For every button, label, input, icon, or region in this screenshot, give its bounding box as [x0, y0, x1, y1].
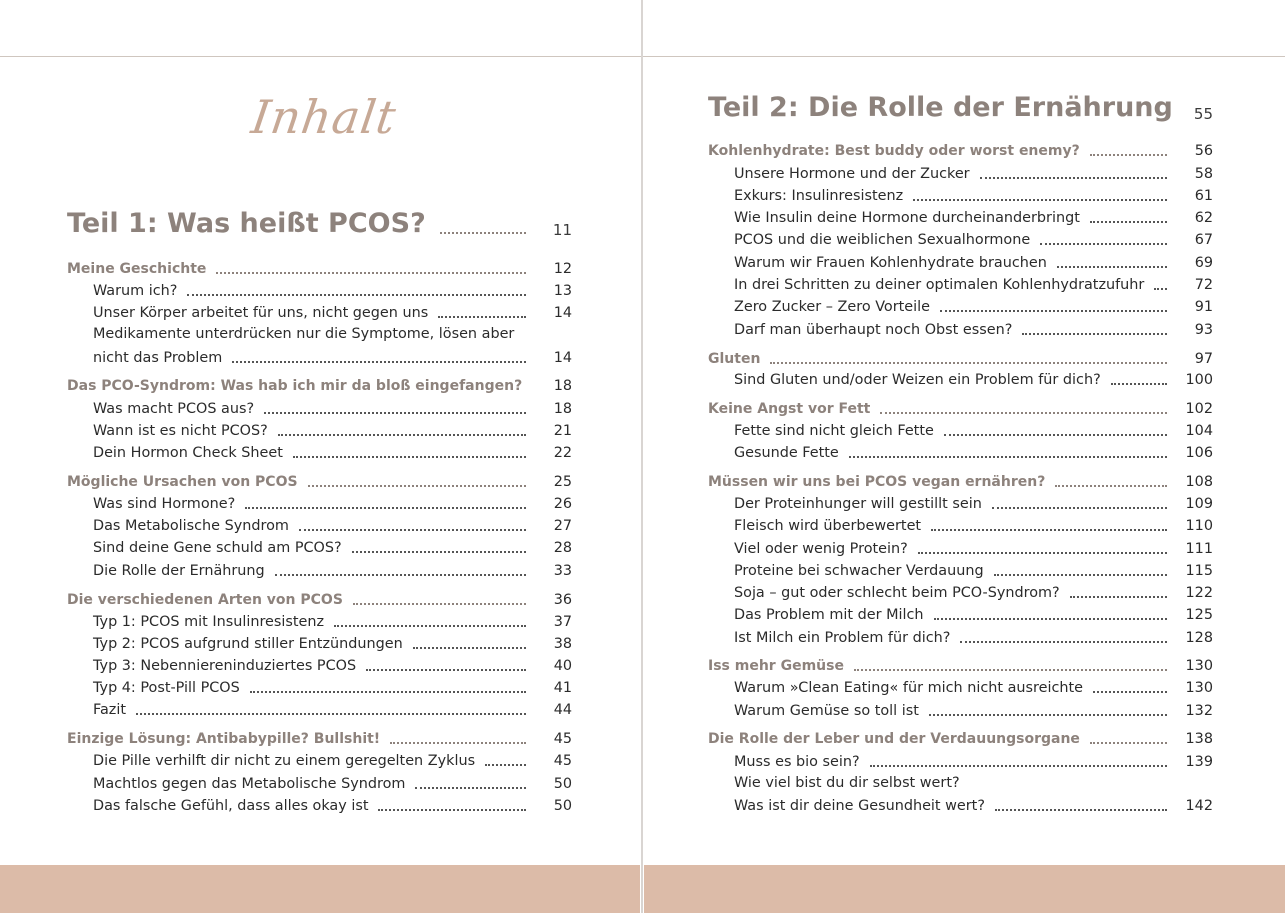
toc-page-number: 37: [553, 614, 572, 630]
toc-entry-title: Zero Zucker – Zero Vorteile: [734, 299, 931, 315]
toc-page-number: 45: [553, 753, 572, 769]
leader-dots: [849, 456, 1167, 458]
leader-dots: [994, 574, 1167, 576]
toc-page-number: 28: [553, 540, 572, 556]
leader-dots: [245, 507, 526, 509]
toc-page-number: 69: [1194, 255, 1213, 271]
leader-dots: [980, 177, 1167, 179]
toc-entry-title: PCOS und die weiblichen Sexualhormone: [734, 232, 1031, 248]
toc-entry[interactable]: [734, 676, 1213, 698]
toc-entry-title: Was macht PCOS aus?: [93, 401, 255, 417]
part-page: 11: [552, 221, 572, 239]
toc-entry-title: Fleisch wird überbewertet: [734, 518, 922, 534]
toc-entry[interactable]: [93, 749, 572, 771]
leader-dots: [1090, 742, 1167, 744]
toc-page-number: 36: [553, 592, 572, 608]
leader-dots: [944, 434, 1167, 436]
toc-entry-title: Die Rolle der Leber und der Verdauungsorgane: [708, 731, 1080, 747]
toc-entry-title: Fazit: [93, 702, 126, 718]
toc-page-number: 130: [1185, 680, 1213, 696]
toc-page-number: 50: [553, 776, 572, 792]
toc-page-number: 14: [553, 350, 572, 366]
toc-entry-title: Was ist dir deine Gesundheit wert?: [734, 798, 985, 814]
toc-entry-title: Fette sind nicht gleich Fette: [734, 423, 934, 439]
leader-dots: [353, 603, 526, 605]
toc-page-number: 45: [553, 731, 572, 747]
toc-entry-title: Einzige Lösung: Antibabypille? Bullshit!: [67, 731, 381, 747]
toc-page-number: 106: [1185, 445, 1213, 461]
toc-entry[interactable]: [93, 419, 572, 441]
toc-entry-title: Die verschiedenen Arten von PCOS: [67, 592, 343, 608]
leader-dots: [992, 507, 1167, 509]
toc-page-number: 22: [553, 445, 572, 461]
toc-page-number: 110: [1185, 518, 1213, 534]
toc-page-number: 138: [1185, 731, 1213, 747]
toc-page-number: 93: [1194, 322, 1213, 338]
leader-dots: [1022, 333, 1167, 335]
leader-dots: [770, 362, 1167, 364]
toc-entry-title: Kohlenhydrate: Best buddy oder worst enemy?: [708, 143, 1080, 159]
toc-entry[interactable]: [734, 750, 1213, 772]
toc-page-number: 58: [1194, 166, 1213, 182]
toc-section-entry[interactable]: [67, 588, 572, 610]
toc-entry-title: In drei Schritten zu deiner optimalen Kohlenhydratzufuhr: [734, 277, 1145, 293]
leader-dots: [1111, 383, 1167, 385]
toc-entry[interactable]: [734, 581, 1213, 603]
toc-entry[interactable]: [734, 206, 1213, 228]
leader-dots: [1154, 288, 1167, 290]
toc-entry-title: Typ 4: Post-Pill PCOS: [93, 680, 240, 696]
toc-entry-title: Warum Gemüse so toll ist: [734, 703, 919, 719]
toc-section-entry[interactable]: [708, 727, 1213, 749]
toc-entry[interactable]: [734, 228, 1213, 250]
toc-entry-title: Soja – gut oder schlecht beim PCO-Syndrom?: [734, 585, 1060, 601]
toc-entry-title: Darf man überhaupt noch Obst essen?: [734, 322, 1013, 338]
leader-dots: [413, 647, 526, 649]
leader-dots: [390, 742, 526, 744]
part-heading-1: [67, 206, 572, 242]
toc-entry[interactable]: [734, 559, 1213, 581]
toc-entry[interactable]: [93, 346, 572, 368]
toc-entry-title: Mögliche Ursachen von PCOS: [67, 474, 298, 490]
toc-entry-title: Sind deine Gene schuld am PCOS?: [93, 540, 342, 556]
toc-entry[interactable]: [93, 654, 572, 676]
toc-entry[interactable]: [734, 273, 1213, 295]
leader-dots: [931, 529, 1167, 531]
leader-dots: [250, 691, 526, 693]
toc-page-number: 128: [1185, 630, 1213, 646]
toc-entry[interactable]: [93, 559, 572, 581]
toc-page-number: 109: [1185, 496, 1213, 512]
toc-page-number: 72: [1194, 277, 1213, 293]
toc-entry[interactable]: [734, 514, 1213, 536]
toc-entry-title: Wie Insulin deine Hormone durcheinanderbringt: [734, 210, 1080, 226]
toc-entry-title: Warum »Clean Eating« für mich nicht ausreichte: [734, 680, 1083, 696]
toc-entry-title: Dein Hormon Check Sheet: [93, 445, 283, 461]
leader-dots: [870, 765, 1167, 767]
toc-entry[interactable]: [93, 676, 572, 698]
toc-entry-title: Muss es bio sein?: [734, 754, 860, 770]
part-page: 55: [1193, 105, 1213, 123]
toc-entry[interactable]: [734, 295, 1213, 317]
toc-entry-title: Das Metabolische Syndrom: [93, 518, 289, 534]
toc-page-number: 104: [1185, 423, 1213, 439]
toc-entry-title: Sind Gluten und/oder Weizen ein Problem für dich?: [734, 372, 1101, 388]
leader-dots: [299, 529, 526, 531]
toc-entry[interactable]: [93, 441, 572, 463]
leader-dots: [1093, 691, 1167, 693]
toc-entry-title: Was sind Hormone?: [93, 496, 236, 512]
toc-entry[interactable]: [734, 699, 1213, 721]
leader-dots: [187, 294, 526, 296]
toc-page-number: 12: [553, 261, 572, 277]
toc-entry[interactable]: [734, 368, 1213, 390]
toc-entry[interactable]: [93, 536, 572, 558]
leader-dots: [485, 764, 526, 766]
toc-entry-title: Proteine bei schwacher Verdauung: [734, 563, 984, 579]
toc-entry[interactable]: [734, 603, 1213, 625]
toc-page-number: 122: [1185, 585, 1213, 601]
toc-entry[interactable]: [734, 441, 1213, 463]
toc-entry-title: nicht das Problem: [93, 350, 223, 366]
toc-entry-title: Machtlos gegen das Metabolische Syndrom: [93, 776, 406, 792]
toc-page-number: 97: [1194, 351, 1213, 367]
toc-section-entry[interactable]: [67, 470, 572, 492]
toc-entry-title: Die Pille verhilft dir nicht zu einem geregelten Zyklus: [93, 753, 476, 769]
leader-dots: [415, 787, 526, 789]
toc-entry-title: Unsere Hormone und der Zucker: [734, 166, 970, 182]
toc-entry-title: Keine Angst vor Fett: [708, 401, 871, 417]
toc-section-entry[interactable]: [67, 257, 572, 279]
leader-dots: [438, 316, 526, 318]
toc-section-entry[interactable]: [67, 374, 572, 396]
toc-page-number: 139: [1185, 754, 1213, 770]
leader-dots: [136, 713, 526, 715]
leader-dots: [232, 361, 526, 363]
toc-entry[interactable]: [734, 626, 1213, 648]
leader-dots: [440, 232, 526, 234]
leader-dots: [854, 669, 1167, 671]
toc-page-number: 111: [1185, 541, 1213, 557]
toc-entry-title: Typ 3: Nebenniereninduziertes PCOS: [93, 658, 357, 674]
toc-page-number: 27: [553, 518, 572, 534]
toc-entry[interactable]: [93, 610, 572, 632]
toc-page-number: 67: [1194, 232, 1213, 248]
toc-page-number: 40: [553, 658, 572, 674]
toc-entry[interactable]: [93, 514, 572, 536]
leader-dots: [378, 809, 526, 811]
toc-entry[interactable]: [93, 632, 572, 654]
toc-page-number: 38: [553, 636, 572, 652]
leader-dots: [1070, 596, 1167, 598]
part-title: Teil 2: Die Rolle der Ernährung: [708, 92, 1173, 123]
toc-page-number: 25: [553, 474, 572, 490]
toc-section-entry[interactable]: [708, 397, 1213, 419]
part-heading-2: [708, 90, 1213, 126]
toc-entry[interactable]: [93, 794, 572, 816]
leader-dots: [293, 456, 526, 458]
part-title: Teil 1: Was heißt PCOS?: [67, 208, 426, 239]
toc-entry-title: Gluten: [708, 351, 761, 367]
toc-entry-title: Viel oder wenig Protein?: [734, 541, 908, 557]
footer-band-left: [0, 865, 640, 913]
leader-dots: [918, 552, 1167, 554]
toc-page-number: 115: [1185, 563, 1213, 579]
toc-entry[interactable]: [93, 492, 572, 514]
toc-entry[interactable]: [93, 772, 572, 794]
toc-section-entry[interactable]: [708, 470, 1213, 492]
toc-page-number: 62: [1194, 210, 1213, 226]
toc-entry-title: Wann ist es nicht PCOS?: [93, 423, 268, 439]
toc-entry[interactable]: [93, 301, 572, 323]
toc-entry-title: Die Rolle der Ernährung: [93, 563, 265, 579]
toc-page-number: 132: [1185, 703, 1213, 719]
leader-dots: [1040, 243, 1167, 245]
page-gutter: [641, 0, 643, 913]
toc-entry-title: Warum wir Frauen Kohlenhydrate brauchen: [734, 255, 1047, 271]
toc-page-number: 102: [1185, 401, 1213, 417]
toc-page-number: 61: [1194, 188, 1213, 204]
toc-page-number: 14: [553, 305, 572, 321]
toc-page-number: 100: [1185, 372, 1213, 388]
toc-page-number: 26: [553, 496, 572, 512]
leader-dots: [1055, 485, 1167, 487]
toc-page-number: 125: [1185, 607, 1213, 623]
toc-entry-title: Müssen wir uns bei PCOS vegan ernähren?: [708, 474, 1046, 490]
toc-section-entry[interactable]: [67, 727, 572, 749]
toc-page-number: 108: [1185, 474, 1213, 490]
toc-page-number: 91: [1194, 299, 1213, 315]
toc-entry[interactable]: [734, 537, 1213, 559]
leader-dots: [1090, 221, 1167, 223]
toc-entry[interactable]: [734, 184, 1213, 206]
leader-dots: [995, 809, 1167, 811]
leader-dots: [880, 412, 1167, 414]
toc-entry-title: Unser Körper arbeitet für uns, nicht gegen uns: [93, 305, 429, 321]
toc-section-entry[interactable]: [708, 654, 1213, 676]
leader-dots: [960, 641, 1167, 643]
toc-entry-title: Gesunde Fette: [734, 445, 839, 461]
toc-page-number: 56: [1194, 143, 1213, 159]
toc-entry-title: Typ 2: PCOS aufgrund stiller Entzündungen: [93, 636, 403, 652]
leader-dots: [352, 551, 526, 553]
toc-page-number: 13: [553, 283, 572, 299]
toc-page-number: 44: [553, 702, 572, 718]
toc-entry[interactable]: [734, 251, 1213, 273]
leader-dots: [1057, 266, 1167, 268]
footer-band-right: [644, 865, 1285, 913]
leader-dots: [334, 625, 526, 627]
toc-page-number: 130: [1185, 658, 1213, 674]
toc-section-entry[interactable]: [708, 139, 1213, 161]
toc-entry-title: Exkurs: Insulinresistenz: [734, 188, 904, 204]
toc-entry[interactable]: [734, 419, 1213, 441]
leader-dots: [366, 669, 526, 671]
toc-entry[interactable]: [93, 698, 572, 720]
toc-entry-title: Iss mehr Gemüse: [708, 658, 844, 674]
toc-page-number: 21: [553, 423, 572, 439]
toc-entry-title: Meine Geschichte: [67, 261, 207, 277]
toc-entry-title: Das falsche Gefühl, dass alles okay ist: [93, 798, 369, 814]
toc-entry-title: Das Problem mit der Milch: [734, 607, 924, 623]
leader-dots: [1090, 154, 1167, 156]
toc-entry-text: Medikamente unterdrücken nur die Symptome, lösen aber: [93, 326, 515, 342]
leader-dots: [940, 310, 1167, 312]
toc-entry-title: Das PCO-Syndrom: Was hab ich mir da bloß eingefangen?: [67, 378, 523, 394]
toc-page-number: 18: [553, 401, 572, 417]
leader-dots: [308, 485, 526, 487]
toc-entry-text: Wie viel bist du dir selbst wert?: [734, 775, 960, 791]
toc-page-number: 18: [553, 378, 572, 394]
toc-section-entry[interactable]: [708, 347, 1213, 369]
toc-entry-title: Der Proteinhunger will gestillt sein: [734, 496, 982, 512]
toc-entry[interactable]: [734, 492, 1213, 514]
leader-dots: [216, 272, 526, 274]
leader-dots: [264, 412, 526, 414]
leader-dots: [278, 434, 526, 436]
leader-dots: [934, 618, 1167, 620]
toc-entry[interactable]: [734, 318, 1213, 340]
toc-page-number: 142: [1185, 798, 1213, 814]
toc-entry[interactable]: [734, 162, 1213, 184]
toc-page-number: 33: [553, 563, 572, 579]
leader-dots: [275, 574, 526, 576]
leader-dots: [929, 714, 1167, 716]
toc-entry-title: Ist Milch ein Problem für dich?: [734, 630, 951, 646]
toc-entry-title: Warum ich?: [93, 283, 178, 299]
toc-entry-title: Typ 1: PCOS mit Insulinresistenz: [93, 614, 325, 630]
toc-entry[interactable]: [93, 279, 572, 301]
toc-entry[interactable]: [93, 397, 572, 419]
toc-page-number: 50: [553, 798, 572, 814]
toc-page-number: 41: [553, 680, 572, 696]
toc-entry[interactable]: [734, 794, 1213, 816]
toc-title: Inhalt: [248, 90, 400, 144]
leader-dots: [913, 199, 1167, 201]
